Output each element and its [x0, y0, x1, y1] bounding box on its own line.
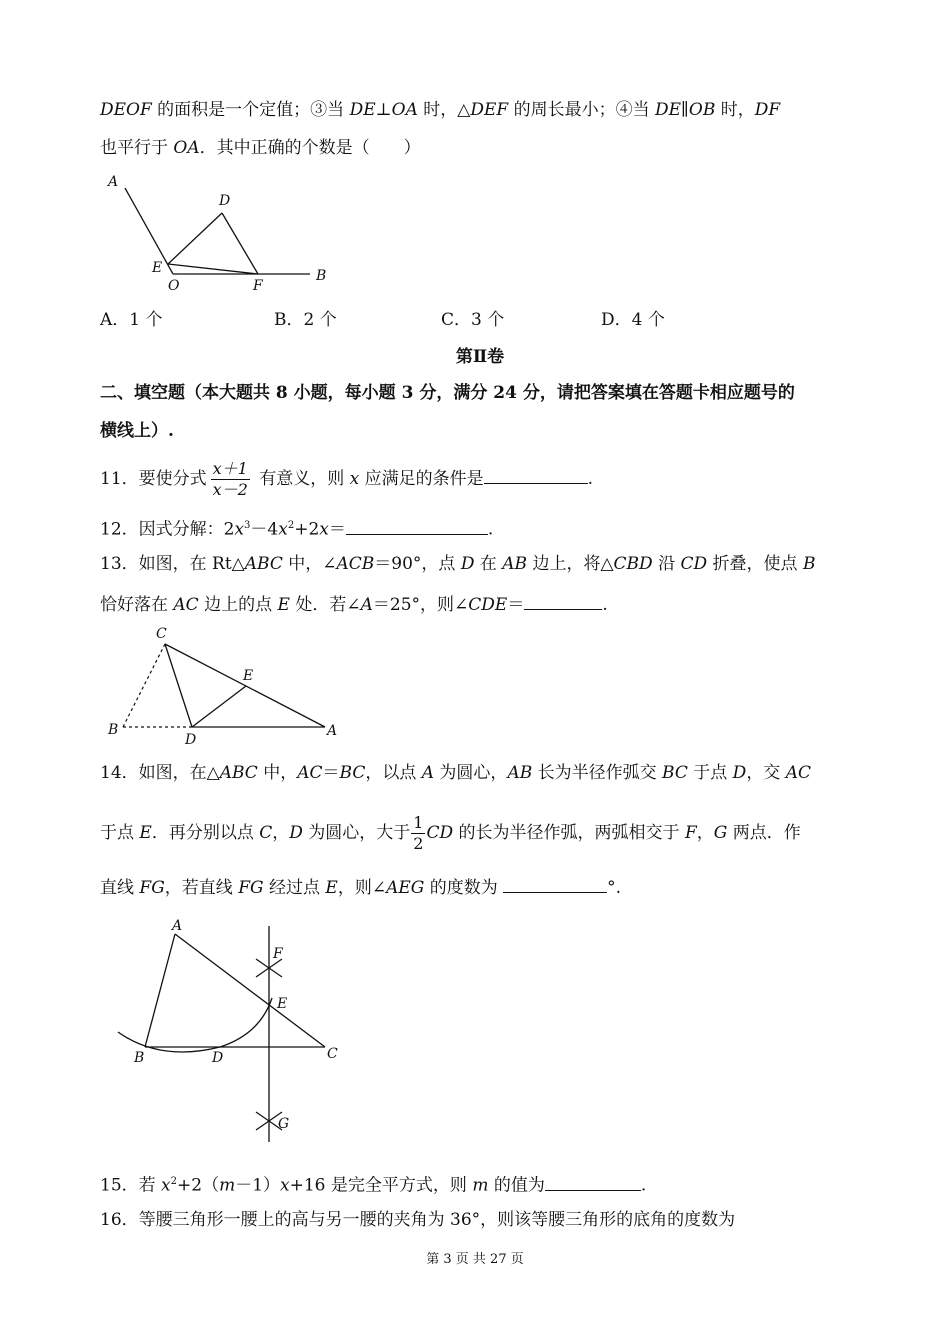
q10-line2 — [100, 137, 860, 159]
q11-fraction — [211, 459, 250, 500]
q12-text: x — [234, 519, 245, 540]
q15-text: m — [219, 1175, 236, 1196]
q14-text: E — [139, 823, 152, 843]
q15-text: +16 是完全平方式，则 — [289, 1175, 473, 1196]
q13-line2 — [100, 591, 860, 616]
q10-text: 的面积是一个定值；③当 — [151, 100, 350, 120]
q14-text: ABC — [219, 763, 258, 783]
label-a: A — [327, 723, 338, 739]
label-b: B — [134, 1050, 145, 1066]
q14-text: FG — [139, 878, 165, 898]
q12-text: +2 — [294, 519, 320, 540]
q10-text: OA — [391, 100, 418, 120]
q14-line1 — [100, 762, 860, 784]
q12-text: 12．因式分解：2 — [100, 519, 235, 540]
label-g: G — [278, 1116, 290, 1132]
q11-text: 有意义，则 — [253, 469, 350, 489]
answer-blank[interactable] — [503, 874, 607, 893]
option-d: D．4 个 — [601, 310, 665, 330]
q10-line1 — [100, 99, 860, 121]
label-o: O — [168, 278, 180, 294]
q13-text: CBD — [613, 554, 653, 574]
q14-text: FG — [238, 878, 264, 898]
q13-text: . — [602, 595, 608, 615]
q14-text: °. — [607, 878, 622, 898]
q10-text: OA — [173, 138, 200, 158]
q10-text: ∥ — [681, 100, 689, 120]
q14-text: 为圆心，大于 — [302, 823, 411, 843]
label-d: D — [185, 732, 197, 748]
q12-text: x — [278, 519, 288, 540]
q14-text: 两点．作 — [727, 823, 801, 843]
q11-text: x — [349, 469, 360, 489]
label-d: D — [212, 1050, 224, 1066]
q12 — [100, 515, 860, 541]
q13-text: ABC — [244, 554, 283, 574]
q14-text: A — [421, 763, 435, 783]
q14-text: 的长为半径作弧，两弧相交于 — [453, 823, 685, 843]
q14-text: ，若直线 — [164, 878, 239, 898]
q14-figure — [100, 914, 360, 1146]
q13-text: AB — [502, 554, 528, 574]
q15-text: －1） — [235, 1175, 281, 1196]
q14-text: 长为半径作弧交 — [532, 763, 663, 783]
q10-text: ⊥ — [375, 100, 392, 120]
q13-text: D — [460, 554, 475, 574]
q10-text: DEOF — [100, 100, 152, 120]
segment-ca — [165, 644, 325, 727]
label-f: F — [253, 278, 263, 294]
q14-text: E — [325, 878, 338, 898]
label-b: B — [316, 268, 327, 284]
q13-text: 13．如图，在 Rt△ — [100, 554, 245, 574]
answer-blank[interactable] — [524, 591, 602, 610]
q13-text: ACB — [336, 554, 375, 574]
q14-text: ， — [696, 823, 714, 843]
q14-line2 — [100, 810, 860, 856]
q11-text: 11．要使分式 — [100, 469, 207, 489]
q10-text: OB — [688, 100, 716, 120]
q14-text: BC — [339, 763, 366, 783]
q10-text: 时， — [715, 100, 755, 120]
option-c: C．3 个 — [441, 310, 505, 330]
q12-text: ＝ — [328, 519, 346, 540]
q13-line1 — [100, 553, 860, 575]
q13-text: 处．若∠ — [289, 595, 361, 615]
q14-text: ，交 — [746, 763, 786, 783]
q14-text: ，以点 — [365, 763, 422, 783]
label-e: E — [152, 260, 163, 276]
q16: 16．等腰三角形一腰上的高与另一腰的夹角为 36°，则该等腰三角形的底角的度数为 — [100, 1210, 736, 1230]
answer-blank[interactable] — [484, 465, 588, 484]
q14-text: 于点 — [100, 823, 140, 843]
q14-text: D — [289, 823, 303, 843]
label-d: D — [219, 193, 231, 209]
q14-text: 为圆心， — [434, 763, 508, 783]
q10-text: ．其中正确的个数是（ ） — [199, 138, 421, 158]
q13-text: CDE — [468, 595, 508, 615]
label-e: E — [277, 996, 288, 1012]
q13-figure — [100, 622, 350, 748]
q14-fraction — [411, 813, 425, 854]
q10-text: 的周长最小；④当 — [508, 100, 655, 120]
page-footer: 第 3 页 共 27 页 — [426, 1252, 524, 1267]
q13-text: 边上，将△ — [527, 554, 614, 574]
fraction-numerator: 1 — [413, 813, 424, 832]
arc-from-a — [118, 998, 272, 1052]
q13-text: ＝25°，则∠ — [372, 595, 469, 615]
q14-text: AC — [297, 763, 323, 783]
q13-text: B — [802, 554, 816, 574]
q10-text: 时，△ — [417, 100, 471, 120]
q10-text: DF — [754, 100, 781, 120]
q10-text: DE — [349, 100, 376, 120]
q14-text: ，则∠ — [337, 878, 387, 898]
label-e: E — [243, 668, 254, 684]
q14-text: 的度数为 — [424, 878, 504, 898]
q13-text: 边上的点 — [198, 595, 278, 615]
option-a: A．1 个 — [100, 310, 163, 330]
q15-text: +2（ — [177, 1175, 220, 1196]
q15-text: x — [280, 1175, 290, 1196]
answer-blank[interactable] — [346, 516, 488, 535]
q11 — [100, 456, 860, 502]
q13-text: 中，∠ — [282, 554, 337, 574]
q13-text: 折叠，使点 — [707, 554, 803, 574]
q14-text: AB — [507, 763, 533, 783]
label-a: A — [172, 918, 183, 934]
part2-heading-line2: 横线上）. — [100, 421, 174, 441]
label-f: F — [273, 946, 283, 962]
q10-text: DEF — [470, 100, 509, 120]
label-a: A — [108, 174, 119, 190]
fraction-denominator: 2 — [413, 834, 424, 853]
q14-text: AEG — [386, 878, 425, 898]
q13-text: 在 — [474, 554, 503, 574]
q12-exponent: 2 — [287, 520, 295, 531]
q14-text: ， — [272, 823, 290, 843]
q14-text: G — [713, 823, 728, 843]
option-b: B．2 个 — [274, 310, 337, 330]
segment-de — [192, 686, 246, 727]
q13-text: E — [277, 595, 290, 615]
q11-text: . — [587, 469, 594, 489]
fraction-numerator: x＋1 — [212, 459, 248, 478]
q15-text: x — [161, 1175, 171, 1196]
answer-blank[interactable] — [545, 1172, 641, 1191]
q14-text: 直线 — [100, 878, 140, 898]
ray-oa — [125, 188, 173, 274]
q14-text: C — [259, 823, 273, 843]
q14-text: D — [732, 763, 747, 783]
label-c: C — [156, 626, 167, 642]
label-b: B — [108, 722, 119, 738]
q14-text: 中， — [257, 763, 298, 783]
q13-text: AC — [173, 595, 199, 615]
segment-ed — [168, 213, 222, 264]
q13-text: 沿 — [652, 554, 681, 574]
q14-text: BC — [662, 763, 688, 783]
section-title: 第Ⅱ卷 — [455, 347, 505, 367]
q15-text: . — [640, 1175, 647, 1196]
q14-text: ．再分别以点 — [151, 823, 260, 843]
fraction-denominator: x－2 — [212, 480, 248, 499]
q12-text: x — [319, 519, 329, 540]
segment-ef — [168, 264, 258, 274]
q15-exponent: 2 — [170, 1176, 178, 1187]
q14-text: 14．如图，在△ — [100, 763, 220, 783]
q11-text: 应满足的条件是 — [359, 469, 484, 489]
q10-text: DE — [655, 100, 682, 120]
q14-text: 经过点 — [263, 878, 326, 898]
q10-text: 也平行于 — [100, 138, 174, 158]
q12-text: . — [487, 519, 494, 540]
q14-text: 于点 — [687, 763, 733, 783]
q13-text: ＝ — [507, 595, 525, 615]
q14-text: ＝ — [322, 763, 340, 783]
q15 — [100, 1171, 860, 1197]
segment-df — [222, 213, 258, 274]
q12-exponent: 3 — [244, 520, 251, 531]
q13-text: A — [360, 595, 373, 615]
q12-text: －4 — [250, 519, 279, 540]
label-c: C — [327, 1046, 338, 1062]
q14-text: AC — [785, 763, 812, 783]
q15-text: 的值为 — [488, 1175, 545, 1196]
q15-text: m — [472, 1175, 489, 1196]
segment-ab — [145, 934, 175, 1047]
dashed-cb — [123, 644, 165, 727]
part2-heading-line1: 二、填空题（本大题共 8 小题，每小题 3 分，满分 24 分，请把答案填在答题卡相应题号的 — [100, 383, 795, 403]
q13-text: CD — [680, 554, 708, 574]
q13-text: ＝90°，点 — [374, 554, 461, 574]
q14-text: F — [684, 823, 697, 843]
q13-text: 恰好落在 — [100, 595, 174, 615]
q14-line3 — [100, 874, 860, 899]
q14-text: CD — [426, 823, 454, 843]
segment-ac — [175, 934, 325, 1047]
q15-text: 15．若 — [100, 1175, 162, 1196]
q10-figure — [100, 168, 340, 298]
